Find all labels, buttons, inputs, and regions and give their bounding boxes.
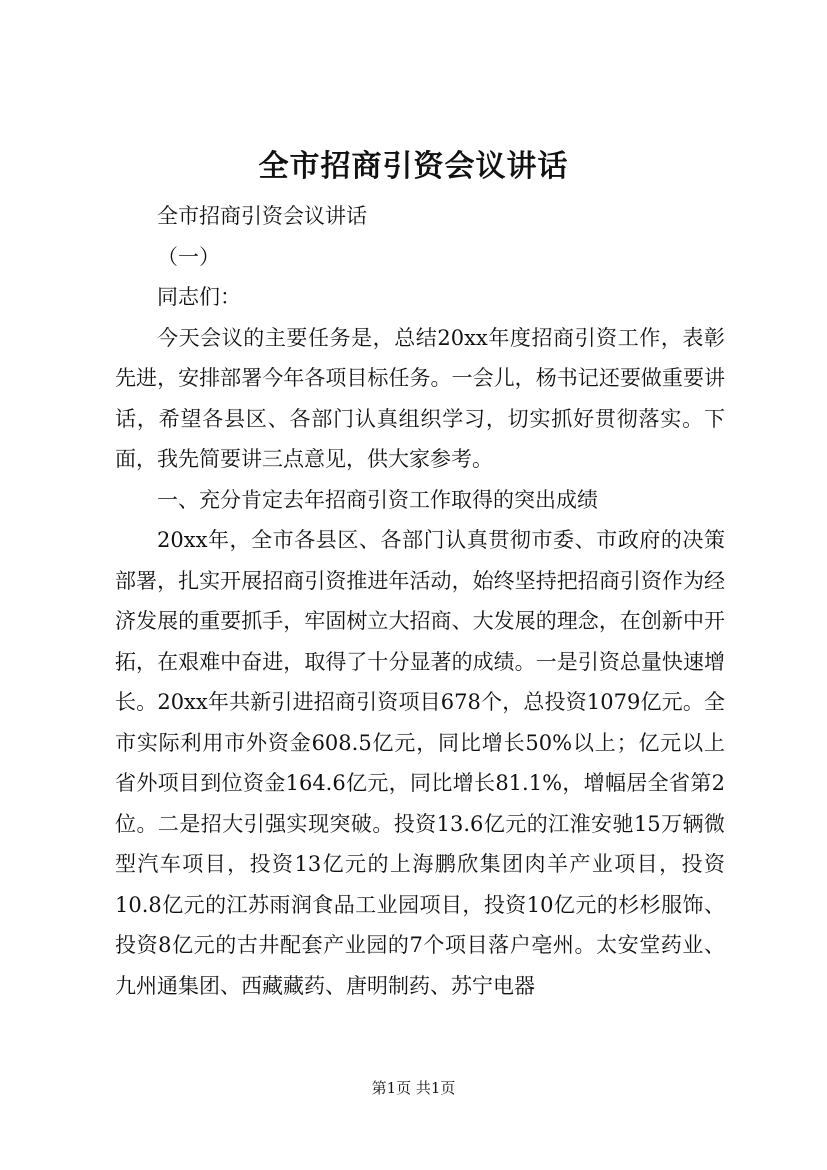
document-title: 全市招商引资会议讲话 xyxy=(258,149,569,184)
paragraph-section-number: （一） xyxy=(157,244,220,269)
paragraph-achievements: 20xx年，全市各县区、各部门认真贯彻市委、市政府的决策部署，扎实开展招商引资推进年活动，始终坚持把招商引资作为经济发展的重要抓手，牢固树立大招商、大发展的理念，在创新中开拓，在艰难中奋进，取得了十分显著的成绩。一是引资总量快速增长。20xx年共新引进招商引资项目678个，总投资1079亿元。全市实际利用市外资金608.5亿元，同比增长50%以上；亿元以上省外项目到位资金164.6亿元，同比增长81.1%，增幅居全省第2位。二是招大引强实现突破。投资13.6亿元的江淮安驰15万辆微型汽车项目，投资13亿元的上海鹏欣集团肉羊产业项目，投资10.8亿元的江苏雨润食品工业园项目，投资10亿元的杉杉服饰、投资8亿元的古井配套产业园的7个项目落户亳州。太安堂药业、九州通集团、西藏藏药、唐明制药、苏宁电器 xyxy=(115,528,725,998)
paragraph-intro: 今天会议的主要任务是，总结20xx年度招商引资工作，表彰先进，安排部署今年各项目标任务。一会儿，杨书记还要做重要讲话，希望各县区、各部门认真组织学习，切实抓好贯彻落实。下面，我先简要讲三点意见，供大家参考。 xyxy=(115,325,725,471)
document-body xyxy=(115,196,725,1006)
paragraph-heading-one: 一、充分肯定去年招商引资工作取得的突出成绩 xyxy=(157,487,598,512)
paragraph-subtitle: 全市招商引资会议讲话 xyxy=(157,204,367,228)
page-footer: 第1页 共1页 xyxy=(371,1079,456,1097)
paragraph-salutation: 同志们： xyxy=(157,285,241,309)
